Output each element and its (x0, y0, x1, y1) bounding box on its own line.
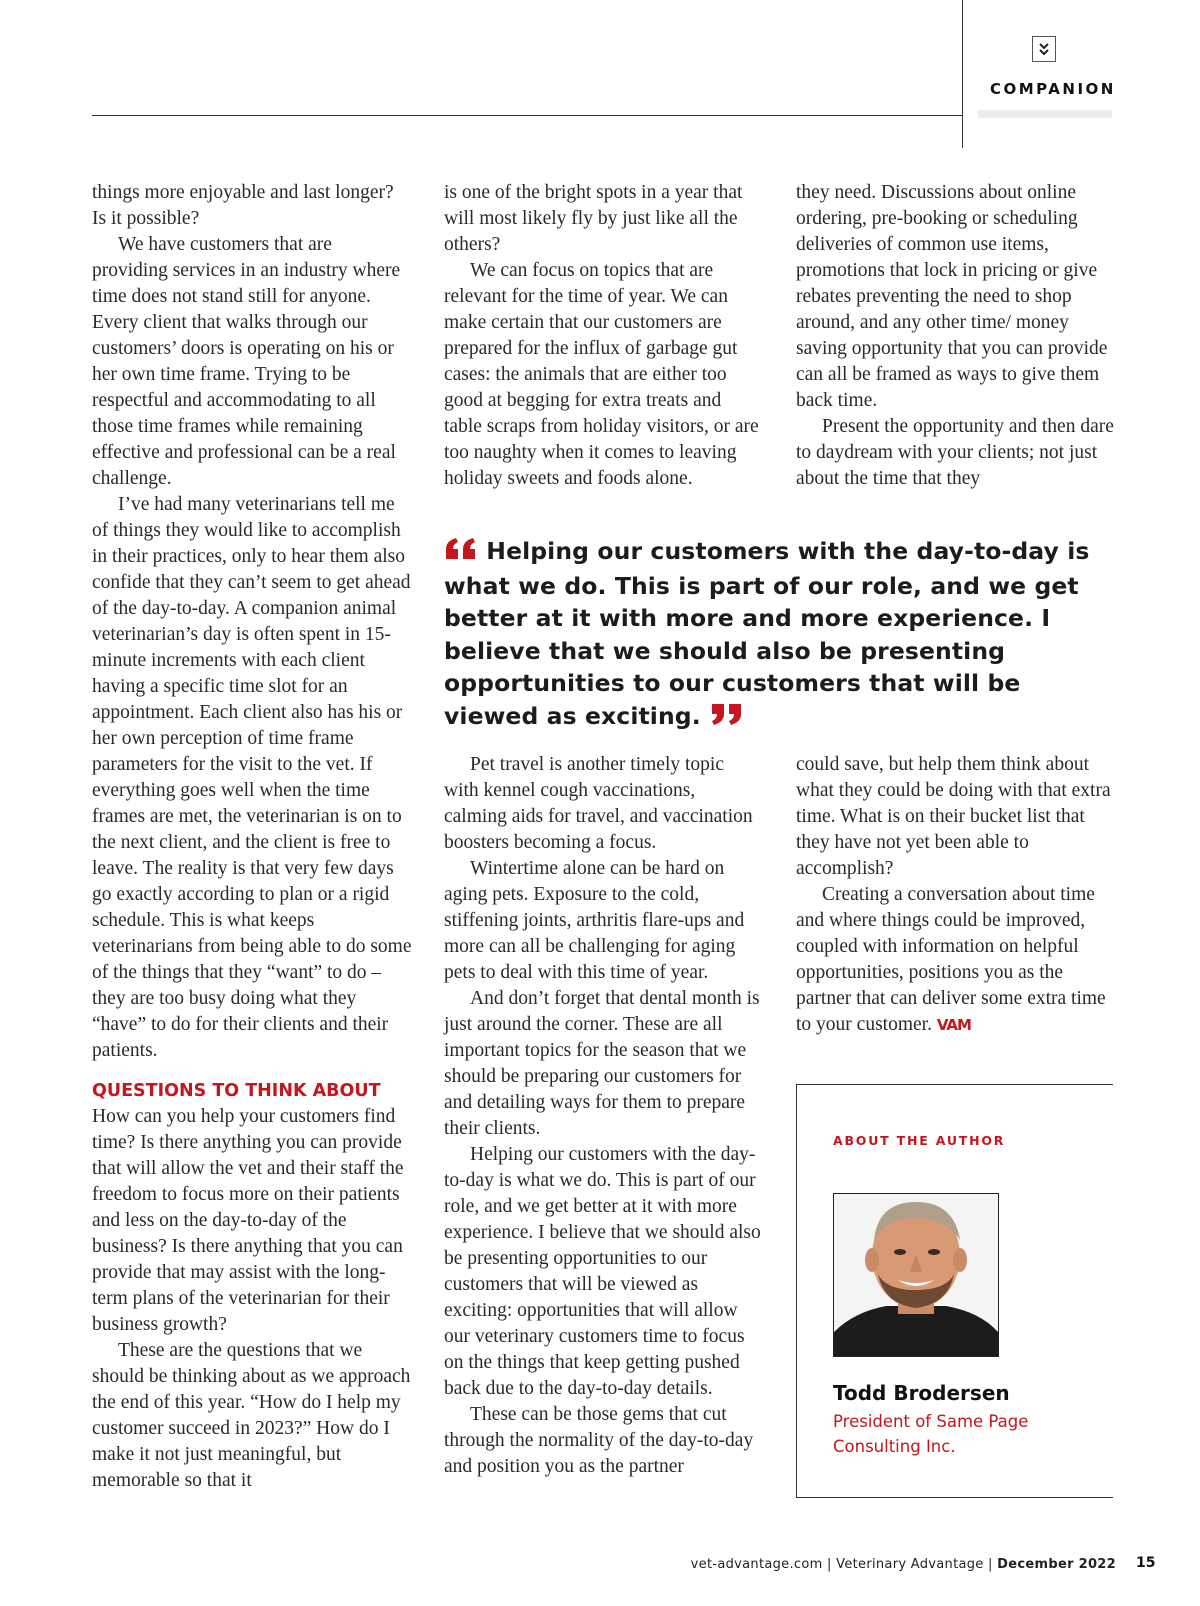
header-rule (92, 115, 962, 116)
author-title: President of Same Page Consulting Inc. (833, 1412, 1029, 1456)
section-label: COMPANION (990, 80, 1116, 98)
paragraph: I’ve had many veterinarians tell me of things they would like to accomplish in their practices, only to hear them also confide that they can’t seem to get ahead of the day-to-day. A companion animal veterinarian’s day is often spent in 15-minute increments with each client having a specific time slot for an appointment. Each client also has his or her own perception of time frame parameters for the visit to the vet. If everything goes well when the time frames are met, the veterinarian is on to the next client, and the client is free to leave. The reality is that very few days go exactly according to plan or a rigid schedule. This is what keeps veterinarians from being able to do some of the things that they “want” to do – they are too busy doing what they “have” to do for their clients and their patients. (92, 494, 412, 1061)
paragraph: How can you help your customers find time? Is there anything you can provide that will allow the vet and their staff the freedom to focus more on their patients and less on the day-to-day of the business? Is there anything that you can provide that may assist with the long-term plans of the veterinarian for their business growth? (92, 1106, 404, 1335)
footer-date: December 2022 (997, 1557, 1116, 1572)
paragraph: We can focus on topics that are relevant for the time of year. We can make certain that our customers are prepared for the influx of garbage gut cases: the animals that are either too good at begging for extra treats and table scraps from holiday visitors, or are too naughty when it comes to leaving holiday sweets and foods alone. (444, 260, 759, 489)
footer-site: vet-advantage.com (690, 1557, 823, 1572)
paragraph: Helping our customers with the day-to-day is what we do. This is part of our role, and we get better at it with more experience. I believe that we should also be presenting opportunities to our customers that will be viewed as exciting: opportunities that will allow our veterinary customers time to focus on the things that keep getting pushed back due to the day-to-day details. (444, 1144, 761, 1399)
paragraph: Pet travel is another timely topic with kennel cough vaccinations, calming aids for travel, and vaccination boosters becoming a focus. (444, 754, 753, 853)
about-the-author-box (796, 1084, 1113, 1498)
paragraph: things more enjoyable and last longer? Is it possible? (92, 182, 394, 229)
pull-quote-text: Helping our customers with the day-to-day is what we do. This is part of our role, and we get better at it with more and more experience. I believe that we should also be presenting opportunities to our customers that will be viewed as exciting. (444, 537, 1090, 730)
column-3-bottom (796, 752, 1116, 1038)
paragraph: These can be those gems that cut through the normality of the day-to-day and position you as the partner (444, 1404, 754, 1477)
chevron-down-icon[interactable] (1032, 36, 1056, 62)
pull-quote (444, 535, 1119, 734)
paragraph: We have customers that are providing services in an industry where time does not stand still for anyone. Every client that walks through our customers’ doors is operating on his or her own time frame. Trying to be respectful and accommodating to all those time frames while remaining effective and professional can be a real challenge. (92, 234, 401, 489)
questions-heading: QUESTIONS TO THINK ABOUT (92, 1081, 381, 1101)
column-2-bottom (444, 752, 762, 1480)
about-author-label: ABOUT THE AUTHOR (833, 1133, 1006, 1148)
paragraph (796, 882, 1116, 1038)
paragraph: Present the opportunity and then dare to daydream with your clients; not just about the time that they (796, 416, 1114, 489)
vam-end-mark: VAM (936, 1016, 971, 1034)
paragraph: These are the questions that we should be thinking about as we approach the end of this year. “How do I help my customer succeed in 2023?” How do I make it not just meaningful, but memorable so that it (92, 1340, 411, 1491)
page-number: 15 (1136, 1555, 1156, 1571)
column-3-top (796, 180, 1114, 492)
section-underline (978, 110, 1112, 118)
closing-sentence: Creating a conversation about time and where things could be improved, coupled with information on helpful opportunities, positions you as the partner that can deliver some extra time to your customer. (796, 884, 1106, 1035)
footer-separator: | (988, 1557, 998, 1572)
paragraph: could save, but help them think about what they could be doing with that extra time. What is on their bucket list that they have not yet been able to accomplish? (796, 754, 1111, 879)
column-1-top (92, 180, 412, 1064)
column-2-top (444, 180, 762, 492)
column-1-bottom (92, 1078, 417, 1494)
close-quote-icon (709, 702, 743, 735)
header-vertical-rule (962, 0, 963, 148)
paragraph: Wintertime alone can be hard on aging pets. Exposure to the cold, stiffening joints, arthritis flare-ups and more can all be challenging for aging pets to deal with this time of year. (444, 858, 745, 983)
page-footer (691, 1557, 1116, 1572)
open-quote-icon (444, 537, 478, 570)
paragraph: is one of the bright spots in a year that will most likely fly by just like all the others? (444, 182, 743, 255)
author-name: Todd Brodersen (833, 1381, 1010, 1405)
paragraph: they need. Discussions about online ordering, pre-booking or scheduling deliveries of common use items, promotions that lock in pricing or give rebates preventing the need to shop around, and any other time/ money saving opportunity that you can provide can all be framed as ways to give them back time. (796, 182, 1108, 411)
footer-separator: | (827, 1557, 837, 1572)
paragraph: And don’t forget that dental month is just around the corner. These are all important topics for the season that we should be preparing our customers for and detailing ways for them to prepare their clients. (444, 988, 760, 1139)
author-photo (833, 1193, 999, 1357)
footer-publication: Veterinary Advantage (836, 1557, 984, 1572)
